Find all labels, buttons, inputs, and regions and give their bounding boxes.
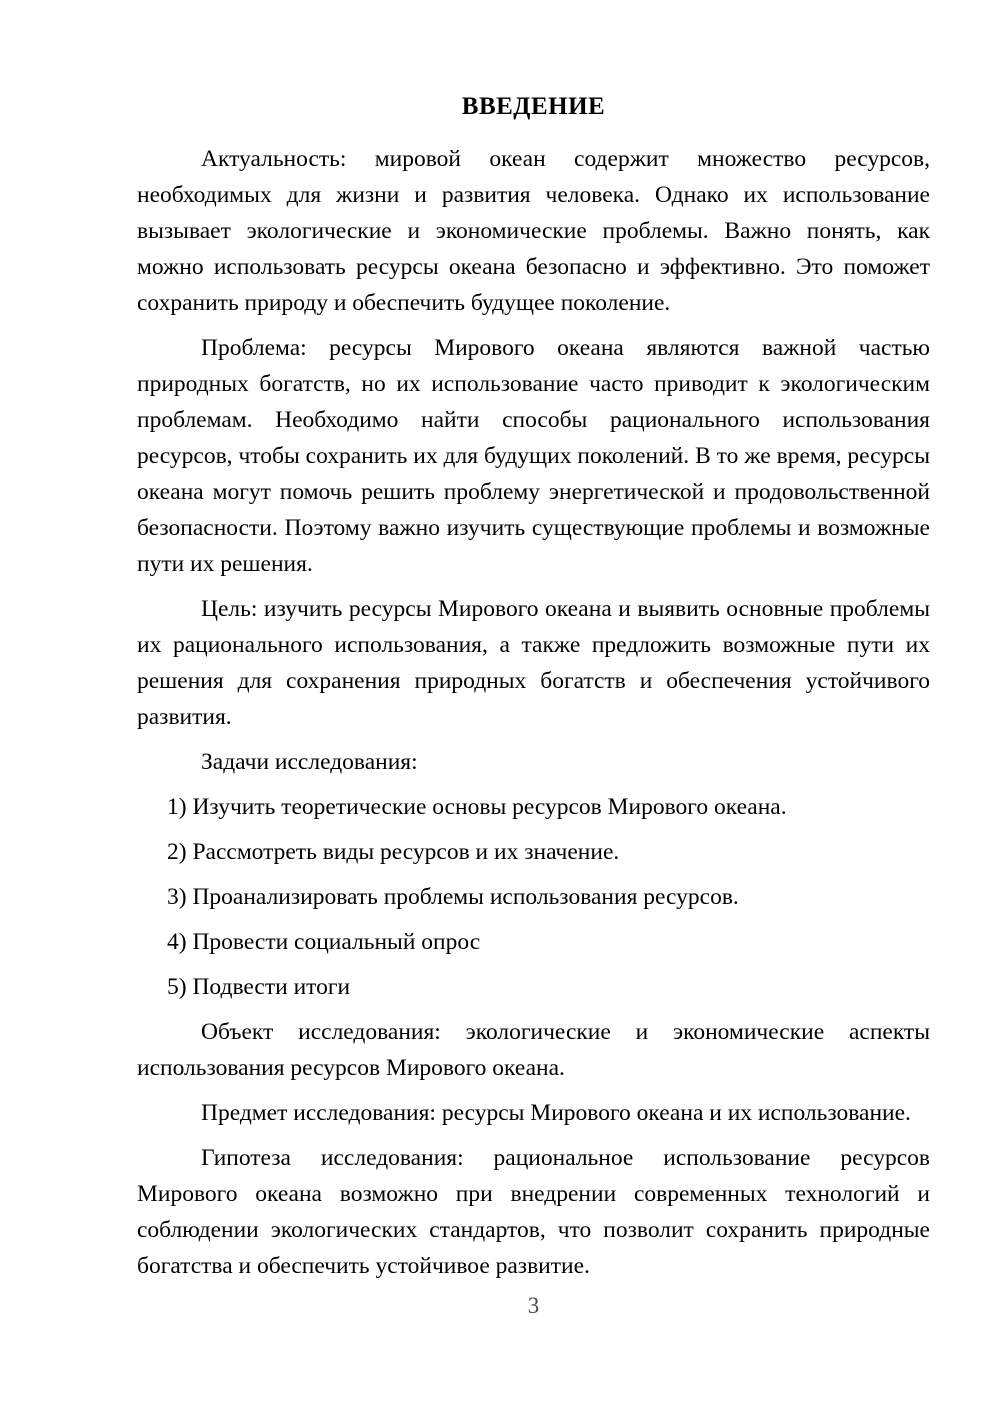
task-text: Проанализировать проблемы использования ресурсов. bbox=[192, 884, 739, 910]
task-number: 1) bbox=[167, 794, 187, 820]
page-title: ВВЕДЕНИЕ bbox=[461, 93, 606, 120]
task-text: Подвести итоги bbox=[192, 974, 351, 1000]
task-item-5 bbox=[137, 969, 930, 1005]
task-number: 3) bbox=[167, 884, 187, 910]
task-item-1 bbox=[137, 789, 930, 825]
paragraph-hypothesis: Гипотеза исследования: рациональное использование ресурсов Мирового океана возможно при внедрении современных технологий и соблюдении экологических стандартов, что позволит сохранить природные богатства и обеспечить устойчивое развитие. bbox=[137, 1145, 930, 1279]
task-item-3 bbox=[137, 879, 930, 915]
page-number: 3 bbox=[527, 1293, 540, 1318]
task-number: 4) bbox=[167, 929, 187, 955]
task-item-2 bbox=[137, 834, 930, 870]
paragraph-relevance: Актуальность: мировой океан содержит множество ресурсов, необходимых для жизни и развития человека. Однако их использование вызывает экологические и экономические проблемы. Важно понять, как можно использовать ресурсы океана безопасно и эффективно. Это поможет сохранить природу и обеспечить будущее поколение. bbox=[137, 146, 930, 316]
task-number: 2) bbox=[167, 839, 187, 865]
task-number: 5) bbox=[167, 974, 187, 1000]
task-text: Рассмотреть виды ресурсов и их значение. bbox=[192, 839, 620, 865]
task-text: Провести социальный опрос bbox=[192, 929, 481, 955]
paragraph-object: Объект исследования: экологические и экономические аспекты использования ресурсов Мирового океана. bbox=[137, 1019, 930, 1081]
paragraph-subject: Предмет исследования: ресурсы Мирового океана и их использование. bbox=[201, 1100, 911, 1126]
paragraph-goal: Цель: изучить ресурсы Мирового океана и выявить основные проблемы их рационального использования, а также предложить возможные пути их решения для сохранения природных богатств и обеспечения устойчивого развития. bbox=[137, 596, 930, 730]
task-item-4 bbox=[137, 924, 930, 960]
task-text: Изучить теоретические основы ресурсов Мирового океана. bbox=[192, 794, 787, 820]
tasks-heading: Задачи исследования: bbox=[201, 749, 418, 775]
paragraph-problem: Проблема: ресурсы Мирового океана являются важной частью природных богатств, но их использование часто приводит к экологическим проблемам. Необходимо найти способы рационального использования ресурсов, чтобы сохранить их для будущих поколений. В то же время, ресурсы океана могут помочь решить проблему энергетической и продовольственной безопасности. Поэтому важно изучить существующие проблемы и возможные пути их решения. bbox=[137, 335, 930, 577]
